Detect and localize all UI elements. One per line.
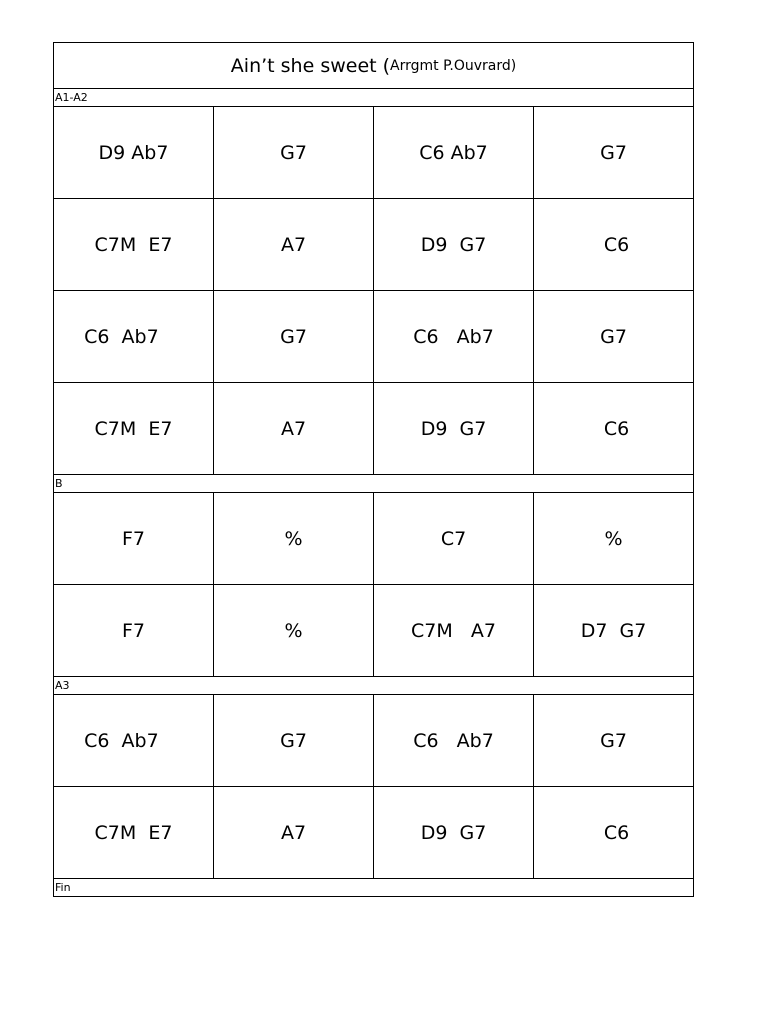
measure-cell: C6 Ab7 bbox=[374, 291, 534, 382]
measure-cell: C6 Ab7 bbox=[54, 291, 214, 382]
song-title-main: Ain’t she sweet ( bbox=[230, 54, 391, 77]
section-b bbox=[54, 475, 693, 677]
measure-cell: D9 G7 bbox=[374, 199, 534, 290]
footer-label-fin: Fin bbox=[54, 879, 693, 897]
measure-cell: D7 G7 bbox=[580, 619, 647, 642]
measure-cell: C7 bbox=[374, 493, 534, 584]
measure-cell: C6 bbox=[597, 233, 630, 256]
measure-cell: C7M A7 bbox=[374, 585, 534, 676]
measure-cell: A7 bbox=[214, 787, 374, 878]
measure-row bbox=[54, 291, 693, 383]
measure-cell: % bbox=[604, 527, 623, 550]
measure-cell: % bbox=[214, 493, 374, 584]
measure-row bbox=[54, 383, 693, 475]
song-title bbox=[54, 43, 693, 89]
measure-row bbox=[54, 695, 693, 787]
measure-row bbox=[54, 787, 693, 879]
section-a3 bbox=[54, 677, 693, 879]
measure-cell: G7 bbox=[600, 141, 627, 164]
measure-cell: G7 bbox=[214, 291, 374, 382]
measure-row bbox=[54, 107, 693, 199]
measure-row bbox=[54, 585, 693, 677]
measure-cell: C6 Ab7 bbox=[374, 107, 534, 198]
measure-cell: C6 bbox=[597, 417, 630, 440]
section-label: A1-A2 bbox=[54, 89, 693, 107]
measure-cell: F7 bbox=[54, 493, 214, 584]
section-label: B bbox=[54, 475, 693, 493]
section-label: A3 bbox=[54, 677, 693, 695]
measure-cell: C6 Ab7 bbox=[54, 695, 214, 786]
measure-cell: F7 bbox=[54, 585, 214, 676]
measure-cell: C7M E7 bbox=[54, 787, 214, 878]
measure-cell: D9 Ab7 bbox=[54, 107, 214, 198]
measure-row bbox=[54, 199, 693, 291]
measure-cell: G7 bbox=[214, 107, 374, 198]
measure-cell: G7 bbox=[214, 695, 374, 786]
chord-chart-sheet bbox=[53, 42, 694, 897]
measure-cell: D9 G7 bbox=[374, 383, 534, 474]
measure-cell: A7 bbox=[214, 383, 374, 474]
song-title-arrangement: Arrgmt P.Ouvrard) bbox=[390, 57, 517, 74]
measure-cell: G7 bbox=[600, 729, 627, 752]
measure-cell: D9 G7 bbox=[374, 787, 534, 878]
measure-cell: % bbox=[214, 585, 374, 676]
measure-cell: C7M E7 bbox=[54, 199, 214, 290]
measure-row bbox=[54, 493, 693, 585]
measure-cell: C7M E7 bbox=[54, 383, 214, 474]
measure-cell: C6 Ab7 bbox=[374, 695, 534, 786]
section-a1-a2 bbox=[54, 89, 693, 475]
measure-cell: C6 bbox=[597, 821, 630, 844]
measure-cell: A7 bbox=[214, 199, 374, 290]
measure-cell: G7 bbox=[600, 325, 627, 348]
